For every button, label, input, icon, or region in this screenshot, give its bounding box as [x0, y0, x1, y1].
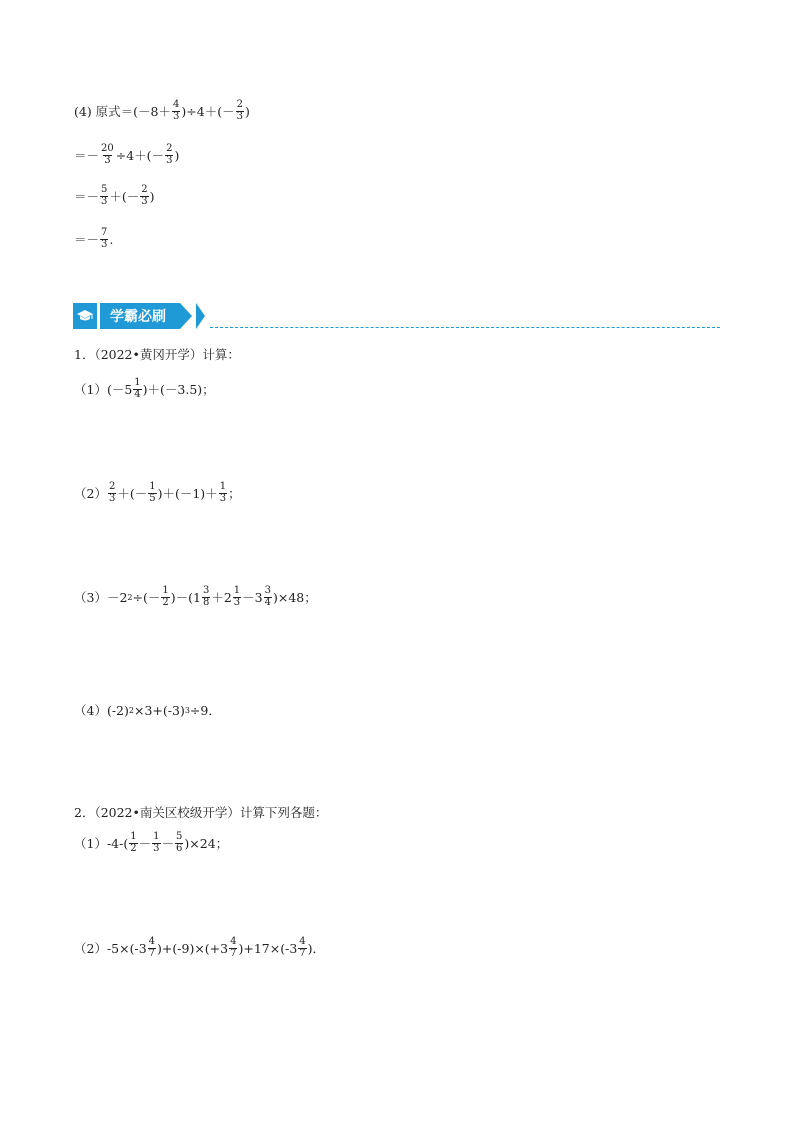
fraction-numerator: 1	[149, 481, 156, 492]
fraction	[133, 378, 141, 400]
fraction-numerator: 20	[101, 143, 114, 154]
fraction-denominator: 2	[130, 842, 137, 854]
fraction-numerator: 1	[134, 377, 141, 388]
solution-line-1: (4) 原式＝(－8＋ $\frac{4}{3}$ )÷4＋(－ $\frac{2}{3}$ )	[74, 99, 250, 122]
fraction-numerator: 4	[299, 936, 306, 947]
section-title: 学霸必刷	[100, 303, 180, 329]
fraction-denominator: 3	[101, 195, 108, 207]
graduation-cap-icon	[73, 303, 97, 329]
solution-line-2: ＝－ $\frac{20}{3}$ ÷4＋(－ $\frac{2}{3}$ )	[74, 143, 180, 166]
question-2-part-1: （1）-4-( $\frac{1}{2}$ － $\frac{1}{3}$ － $\frac{5}{6}$ )×24；	[74, 831, 229, 854]
fraction-numerator: 3	[264, 585, 271, 596]
fraction-numerator: 1	[130, 831, 137, 842]
fraction-numerator: 4	[230, 936, 237, 947]
fraction-numerator: 1	[233, 585, 241, 596]
fraction-denominator: 3	[233, 596, 241, 608]
fraction	[161, 586, 169, 608]
fraction	[148, 937, 156, 959]
fraction-numerator: 4	[173, 99, 180, 110]
fraction-numerator: 1	[219, 481, 227, 492]
question-2-part-2: （2）-5×(-3 $\frac{4}{7}$ )+(-9)×(+3 $\frac{4}{7}$ )+17×(-3 $\frac{4}{7}$ )．	[74, 936, 326, 959]
fraction-numerator: 5	[176, 831, 183, 842]
fraction-denominator: 3	[104, 154, 111, 166]
fraction-numerator: 2	[166, 143, 173, 154]
fraction	[100, 185, 108, 207]
fraction	[108, 482, 116, 504]
fraction-numerator: 1	[153, 831, 160, 842]
fraction-numerator: 2	[141, 184, 148, 195]
question-2-title: 2．（2022•南关区校级开学）计算下列各题：	[74, 805, 328, 820]
fraction-denominator: 3	[153, 842, 160, 854]
fraction-denominator: 5	[149, 492, 156, 504]
fraction-numerator: 2	[108, 481, 116, 492]
fraction-denominator: 3	[108, 492, 116, 504]
chevron-right-icon	[196, 303, 205, 329]
fraction	[172, 100, 180, 122]
fraction-denominator: 2	[162, 596, 169, 608]
fraction	[298, 937, 306, 959]
question-1-part-2: （2） $\frac{2}{3}$ ＋(－ $\frac{1}{5}$ )＋(－1)＋ $\frac{1}{3}$ ；	[74, 481, 241, 504]
fraction-denominator: 4	[134, 388, 141, 400]
fraction-denominator: 3	[236, 110, 243, 122]
fraction-denominator: 4	[264, 596, 271, 608]
fraction	[165, 144, 173, 166]
fraction-denominator: 6	[176, 842, 183, 854]
fraction	[202, 586, 210, 608]
fraction-denominator: 7	[230, 947, 237, 959]
fraction-numerator: 7	[101, 227, 108, 238]
fraction	[152, 832, 160, 854]
fraction-numerator: 2	[236, 99, 243, 110]
fraction	[140, 185, 148, 207]
fraction-numerator: 3	[202, 585, 210, 596]
section-banner	[73, 302, 205, 330]
fraction	[148, 482, 156, 504]
fraction	[100, 144, 115, 166]
fraction-denominator: 3	[173, 110, 180, 122]
fraction	[219, 482, 227, 504]
fraction-denominator: 7	[299, 947, 306, 959]
fraction	[264, 586, 272, 608]
solution-line-4: ＝－ $\frac{7}{3}$ .	[74, 227, 114, 250]
fraction	[236, 100, 244, 122]
fraction-denominator: 3	[101, 238, 108, 250]
fraction-numerator: 5	[101, 184, 108, 195]
solution-line-3: ＝－ $\frac{5}{3}$ ＋(－ $\frac{2}{3}$ )	[74, 184, 155, 207]
fraction	[175, 832, 183, 854]
question-1-part-1: （1）(－5 $\frac{1}{4}$ )＋(－3.5)；	[74, 377, 215, 400]
fraction-numerator: 1	[162, 585, 169, 596]
fraction	[233, 586, 241, 608]
fraction	[129, 832, 137, 854]
fraction-denominator: 3	[166, 154, 173, 166]
fraction-denominator: 7	[148, 947, 156, 959]
fraction-denominator: 3	[219, 492, 227, 504]
question-1-part-3: （3）－2 2 ÷(－ $\frac{1}{2}$ )－(1 $\frac{3}{8}$ ＋2 $\frac{1}{3}$ －3 $\frac{3}{4}$ )×48；	[74, 585, 317, 608]
question-1-part-4: （4）(-2) 2 ×3+(-3) 3 ÷9．	[74, 702, 221, 718]
fraction	[100, 228, 108, 250]
dashed-divider	[210, 327, 720, 328]
fraction-denominator: 3	[141, 195, 148, 207]
question-1-title: 1．（2022•黄冈开学）计算：	[74, 347, 240, 362]
fraction-numerator: 4	[148, 936, 156, 947]
fraction-denominator: 8	[202, 596, 210, 608]
fraction	[229, 937, 237, 959]
